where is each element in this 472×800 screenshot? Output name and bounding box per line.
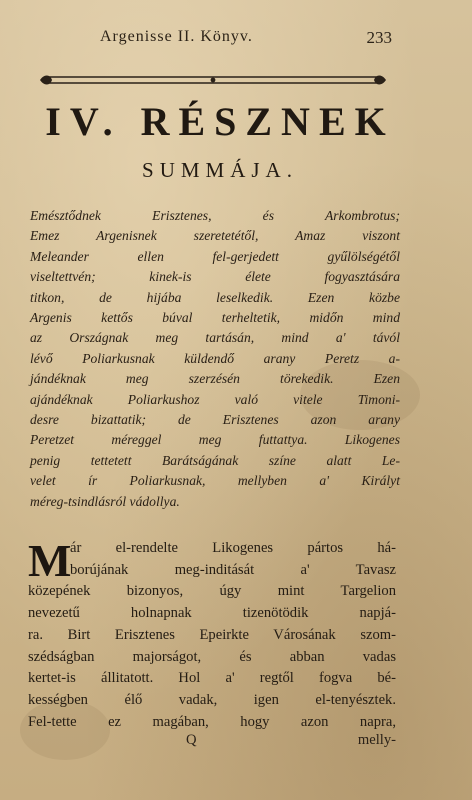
body-line: borújának meg-inditását a' Tavasz [70, 561, 396, 578]
body-line: kertet-is állitatott. Hol a' regtől fogva bé- [28, 670, 396, 687]
summary-line: titkon, de hijába leselkedik. Ezen közbe [30, 289, 400, 305]
ornamental-rule-icon [38, 72, 388, 88]
page-number: 233 [366, 28, 392, 47]
body-line: szédságban majorságot, és abban vadas [28, 648, 396, 665]
body-line: Fel-tette ez magában, hogy azon napra, [28, 713, 396, 730]
summary-line: lévő Poliarkusnak küldendő arany Peretz a- [30, 350, 400, 366]
summary-line: Meleander ellen fel-gerjedett gyűlölségétől [30, 248, 400, 264]
summary-line: Peretzet méreggel meg futtattya. Likogenes [30, 432, 400, 448]
signature-mark: Q [186, 732, 197, 748]
chapter-title: IV. RÉSZNEK [45, 99, 395, 144]
chapter-summary [30, 206, 400, 512]
summary-line: jándéknak meg szerzésén törekedik. Ezen [30, 371, 400, 387]
page-footer [28, 732, 396, 754]
body-text [28, 535, 396, 733]
drop-cap: M [28, 535, 72, 586]
summary-line: desre bizattatik; de Erisztenes azon arany [30, 412, 400, 428]
body-line: kességben élő vadak, igen el-tenyésztek. [28, 691, 396, 708]
summary-line: az Országnak meg tartásán, mind a' távól [30, 330, 400, 346]
catchword: melly- [357, 732, 396, 748]
body-line: ra. Birt Erisztenes Epeirkte Városának szom- [28, 626, 396, 643]
summary-line: velet ír Poliarkusnak, mellyben a' Királyt [30, 473, 400, 489]
summary-line: viseltettvén; kinek-is élete fogyasztására [30, 269, 400, 285]
summary-line: ajándéknak Poliarkushoz való vitele Timoni- [30, 391, 400, 407]
summary-line: méreg-tsindlásról vádollya. [30, 493, 180, 509]
body-line: ár el-rendelte Likogenes pártos há- [70, 540, 396, 556]
summary-line: penig tettetett Barátságának színe alatt Le- [30, 452, 400, 468]
running-head: Argenisse II. Könyv. [100, 28, 253, 45]
summary-line: Emez Argenisnek szeretetétől, Amaz viszont [30, 228, 400, 244]
summary-line: Emésztődnek Erisztenes, és Arkombrotus; [30, 208, 400, 223]
body-line: nevezetű holnapnak tizenötödik napjá- [28, 605, 396, 622]
chapter-subtitle: SUMMÁJA. [142, 158, 298, 182]
body-line: közepének bizonyos, úgy mint Targelion [28, 583, 396, 600]
summary-line: Argenis kettős búval terheltetik, midőn mind [30, 310, 400, 326]
